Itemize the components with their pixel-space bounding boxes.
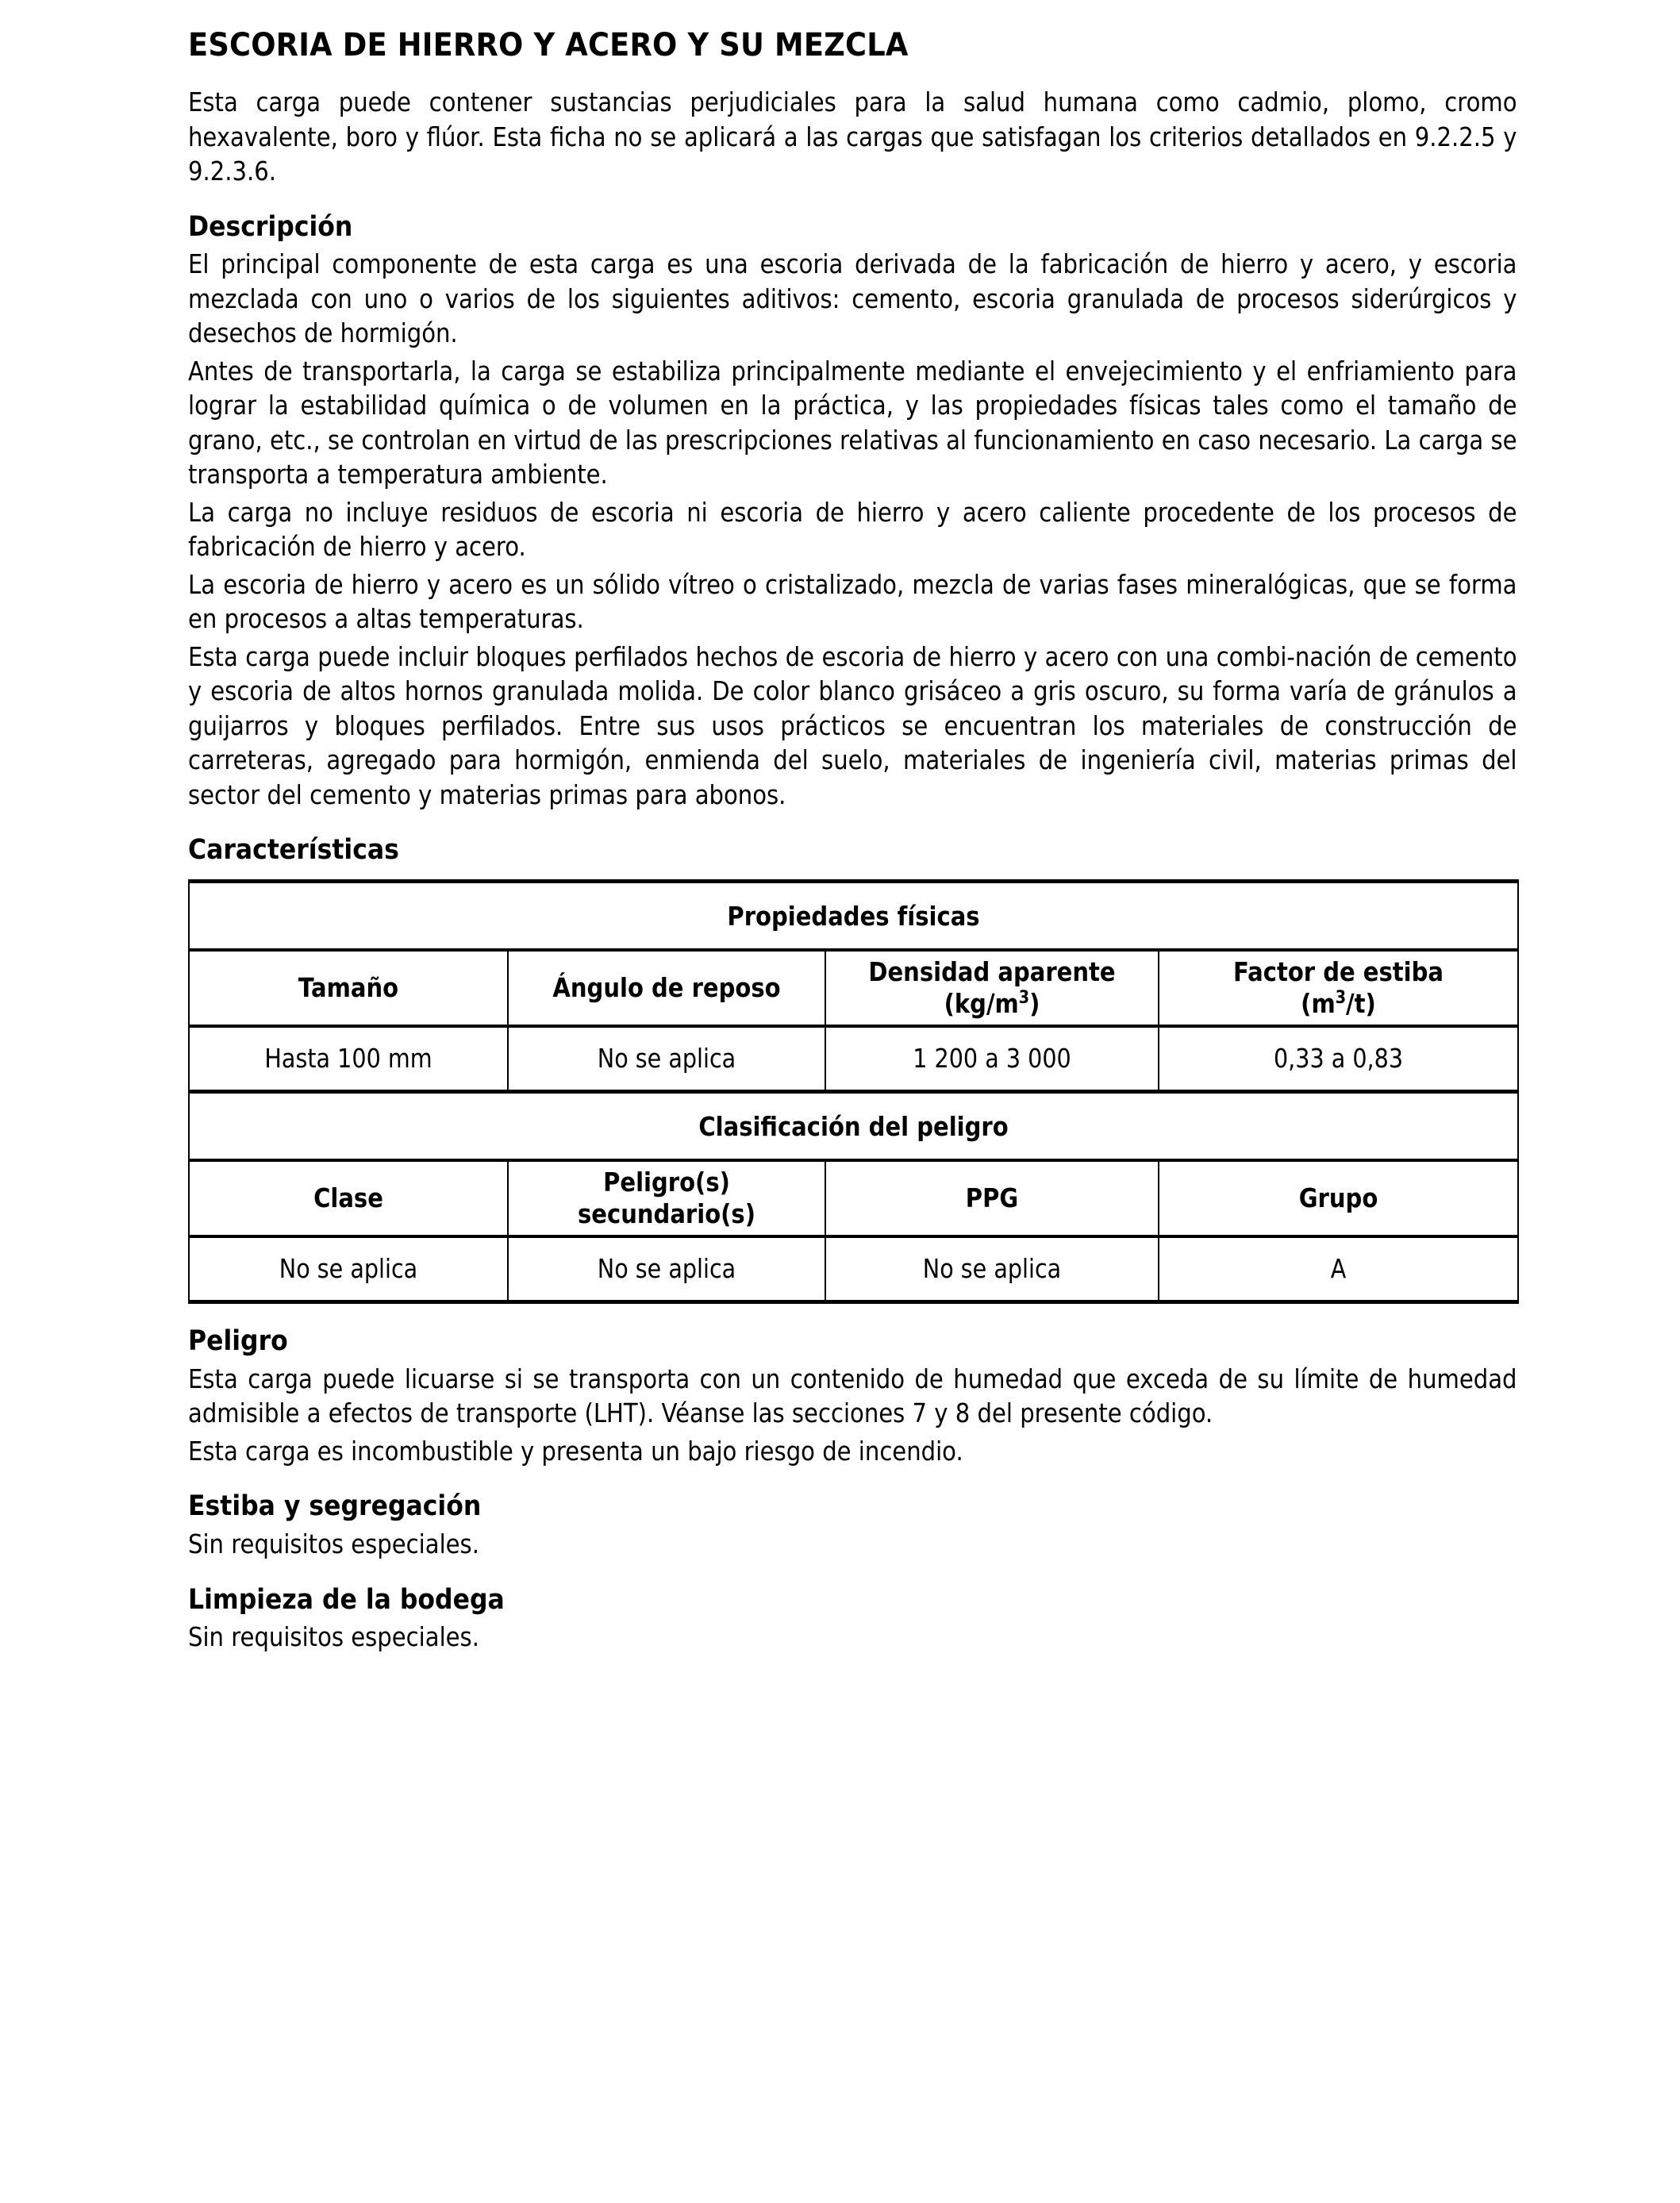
table-header-densidad-line1: Densidad aparente	[868, 956, 1116, 988]
table-cell-factor-value-label: 0,33 a 0,83	[1273, 1044, 1404, 1075]
page-title: ESCORIA DE HIERRO Y ACERO Y SU MEZCLA	[188, 27, 909, 63]
limpieza-paragraph-1: Sin requisitos especiales.	[188, 1622, 479, 1653]
table-header-clase-label: Clase	[313, 1182, 383, 1214]
peligro-paragraph-1: Esta carga puede licuarse si se transporta con un contenido de humedad que exceda de su límite de humedad admisible a efectos de transporte (LHT). Véanse las secciones 7 y 8 del presente código.	[188, 1363, 1517, 1429]
table-header-peligro-secundario	[508, 1160, 825, 1236]
section-heading-descripcion: Descripción	[188, 210, 353, 243]
table-cell-grupo-value-label: A	[1330, 1254, 1347, 1285]
table-band-physical-properties	[189, 882, 1518, 951]
table-band-title-hazard-label: Clasificación del peligro	[698, 1110, 1009, 1142]
table-cell-angulo-value	[508, 1026, 825, 1092]
table-header-factor-line2	[1181, 988, 1496, 1020]
table-header-densidad	[825, 950, 1159, 1026]
table-band-title-physical	[189, 882, 1518, 951]
table-band-hazard-classification	[189, 1092, 1518, 1161]
descripcion-paragraph-5: Esta carga puede incluir bloques perfilados hechos de escoria de hierro y acero con una combi-nación de cemento y escoria de altos hornos granulada molida. De color blanco grisáceo a gris oscuro, su forma varía de gránulos a guijarros y bloques perfilados. Entre sus usos prácticos se encuentran los materiales de construcción de carreteras, agregado para hormigón, enmienda del suelo, materiales de ingeniería civil, materias primas del sector del cemento y materias primas para abonos.	[188, 641, 1517, 810]
table-header-grupo	[1159, 1160, 1518, 1236]
table-header-row-physical	[189, 950, 1518, 1026]
peligro-paragraph-2: Esta carga es incombustible y presenta un bajo riesgo de incendio.	[188, 1436, 963, 1467]
table-header-factor-line1: Factor de estiba	[1232, 956, 1444, 988]
table-cell-ppg-value	[825, 1236, 1159, 1302]
table-cell-angulo-value-label: No se aplica	[597, 1044, 736, 1075]
section-heading-estiba: Estiba y segregación	[188, 1490, 482, 1523]
table-cell-grupo-value	[1159, 1236, 1518, 1302]
descripcion-paragraph-2: Antes de transportarla, la carga se estabiliza principalmente mediante el envejecimiento y el enfriamiento para lograr la estabilidad química o de volumen en la práctica, y las propiedades físicas tales como el tamaño de grano, etc., se controlan en virtud de las prescripciones relativas al funcionamiento en caso necesario. La carga se transporta a temperatura ambiente.	[188, 356, 1517, 490]
table-row	[189, 1026, 1518, 1092]
table-cell-densidad-value-label: 1 200 a 3 000	[913, 1044, 1071, 1075]
table-cell-tamano-value-label: Hasta 100 mm	[264, 1044, 432, 1075]
densidad-unit-exponent: 3	[1018, 988, 1030, 1009]
table-cell-clase-value	[189, 1236, 508, 1302]
section-heading-peligro: Peligro	[188, 1325, 288, 1358]
table-header-peligro-line2: secundario(s)	[578, 1198, 755, 1230]
table-header-row-hazard	[189, 1160, 1518, 1236]
table-band-title-hazard	[189, 1092, 1518, 1161]
descripcion-paragraph-4: La escoria de hierro y acero es un sólido vítreo o cristalizado, mezcla de varias fases mineralógicas, que se forma en procesos a altas temperaturas.	[188, 569, 1517, 635]
table-header-ppg	[825, 1160, 1159, 1236]
factor-unit-exponent: 3	[1335, 988, 1347, 1009]
section-heading-caracteristicas: Características	[188, 834, 399, 867]
table-header-ppg-label: PPG	[965, 1182, 1019, 1214]
table-cell-tamano-value	[189, 1026, 508, 1092]
limpieza-body	[188, 1621, 1517, 1655]
estiba-paragraph-1: Sin requisitos especiales.	[188, 1529, 479, 1560]
table-header-angulo	[508, 950, 825, 1026]
table-cell-factor-value	[1159, 1026, 1518, 1092]
densidad-unit-prefix: (kg/m	[944, 988, 1019, 1020]
table-header-angulo-label: Ángulo de reposo	[552, 972, 781, 1004]
section-heading-limpieza: Limpieza de la bodega	[188, 1583, 505, 1616]
characteristics-table	[188, 879, 1519, 1304]
descripcion-paragraph-1: El principal componente de esta carga es una escoria derivada de la fabricación de hierro y acero, y escoria mezclada con uno o varios de los siguientes aditivos: cemento, escoria granulada de procesos siderúrgicos y desechos de hormigón.	[188, 249, 1517, 349]
table-header-tamano	[189, 950, 508, 1026]
table-row	[189, 1236, 1518, 1302]
factor-unit-suffix: /t)	[1346, 988, 1376, 1020]
table-header-factor-estiba	[1159, 950, 1518, 1026]
factor-unit-prefix: (m	[1301, 988, 1336, 1020]
table-cell-ppg-value-label: No se aplica	[922, 1254, 1062, 1285]
table-band-title-physical-label: Propiedades físicas	[727, 900, 980, 932]
table-cell-peligro-value	[508, 1236, 825, 1302]
table-cell-densidad-value	[825, 1026, 1159, 1092]
table-header-tamano-label: Tamaño	[298, 972, 399, 1004]
table-header-densidad-line2	[846, 988, 1138, 1020]
densidad-unit-suffix: )	[1029, 988, 1040, 1020]
table-cell-clase-value-label: No se aplica	[279, 1254, 418, 1285]
descripcion-paragraph-3: La carga no incluye residuos de escoria ni escoria de hierro y acero caliente procedente de los procesos de fabricación de hierro y acero.	[188, 497, 1517, 563]
table-header-clase	[189, 1160, 508, 1236]
table-cell-peligro-value-label: No se aplica	[597, 1254, 736, 1285]
intro-paragraph: Esta carga puede contener sustancias perjudiciales para la salud humana como cadmio, plomo, cromo hexavalente, boro y flúor. Esta ficha no se aplicará a las cargas que satisfagan los criterios detallados en 9.2.2.5 y 9.2.3.6.	[188, 87, 1517, 187]
table-header-grupo-label: Grupo	[1298, 1182, 1378, 1214]
peligro-body	[188, 1363, 1517, 1470]
descripcion-body	[188, 248, 1517, 813]
estiba-body	[188, 1528, 1517, 1563]
table-header-peligro-line1: Peligro(s)	[603, 1167, 730, 1198]
